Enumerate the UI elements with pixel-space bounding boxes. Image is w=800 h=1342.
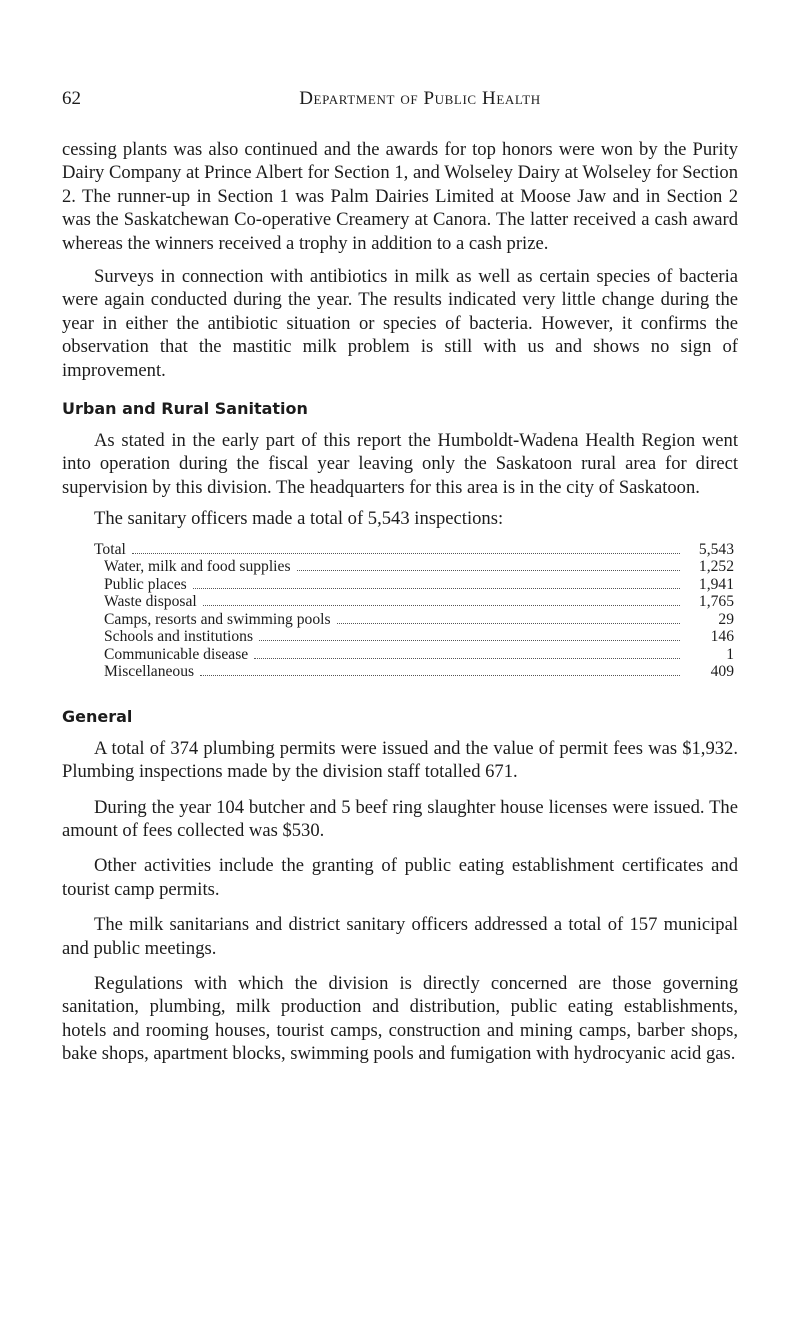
urban-rural-paragraph-2: The sanitary officers made a total of 5,543 inspections: <box>94 508 504 530</box>
row-value-camps-resorts: 29 <box>718 610 734 628</box>
row-label-total: Total <box>94 540 126 558</box>
general-paragraph-activities: Other activities include the granting of public eating establishment certificates and tourist camp permits. <box>62 855 738 900</box>
document-body <box>62 138 738 1066</box>
running-head-title: Department of Public Health <box>299 88 541 109</box>
row-label-schools: Schools and institutions <box>104 628 254 646</box>
row-value-miscellaneous: 409 <box>710 663 734 681</box>
table-row <box>62 541 738 559</box>
row-value-communicable-disease: 1 <box>726 645 734 663</box>
table-row <box>62 611 738 629</box>
table-row <box>62 576 738 594</box>
section-heading-urban-rural: Urban and Rural Sanitation <box>62 399 308 419</box>
row-label-public-places: Public places <box>104 575 187 593</box>
table-row <box>62 558 738 576</box>
section-heading-general: General <box>62 706 133 726</box>
row-value-public-places: 1,941 <box>698 575 734 593</box>
table-row <box>62 663 738 681</box>
general-paragraph-plumbing: A total of 374 plumbing permits were issued and the value of permit fees was $1,932. Plumbing inspections made by the division staff totalled 671. <box>62 737 738 783</box>
general-paragraph-regulations: Regulations with which the division is directly concerned are those governing sanitation, plumbing, milk production and distribution, public eating establishments, hotels and rooming houses, tourist camps, construction and mining camps, barber shops, bake shops, apartment blocks, swimming pools and fumigation with hydrocyanic acid gas. <box>62 972 738 1065</box>
page-number: 62 <box>62 88 81 109</box>
intro-paragraph-continued: cessing plants was also continued and the awards for top honors were won by the Purity Dairy Company at Prince Albert for Section 1, and Wolseley Dairy at Wolseley for Section 2. The runner-up in Section 1 was Palm Dairies Limited at Moose Jaw and in Section 2 was the Saskatchewan Co-operative Creamery at Canora. The latter received a cash award whereas the winners received a trophy in addition to a cash prize. <box>62 139 738 254</box>
row-value-waste-disposal: 1,765 <box>698 593 734 611</box>
inspections-table <box>62 541 738 681</box>
general-paragraph-meetings: The milk sanitarians and district sanitary officers addressed a total of 157 municipal and public meetings. <box>62 914 738 959</box>
urban-rural-paragraph-1: As stated in the early part of this report the Humboldt-Wadena Health Region went into operation during the fiscal year leaving only the Saskatoon rural area for direct supervision by this division. The headquarters for this area is in the city of Saskatoon. <box>62 430 738 498</box>
row-value-total: 5,543 <box>698 540 734 558</box>
row-value-water-milk-food: 1,252 <box>698 558 734 576</box>
running-head <box>62 88 738 112</box>
intro-paragraph-surveys: Surveys in connection with antibiotics in milk as well as certain species of bacteria were again conducted during the year. The results indicated very little change during the year in either the antibiotic situation or species of bacteria. However, it confirms the observation that the mastitic milk problem is still with us and shows no sign of improvement. <box>62 266 738 381</box>
table-row <box>62 593 738 611</box>
row-label-communicable-disease: Communicable disease <box>104 645 249 663</box>
row-value-schools: 146 <box>710 628 734 646</box>
row-label-camps-resorts: Camps, resorts and swimming pools <box>104 610 331 628</box>
table-row <box>62 628 738 646</box>
row-label-waste-disposal: Waste disposal <box>104 593 197 611</box>
row-label-miscellaneous: Miscellaneous <box>104 663 195 681</box>
table-row <box>62 646 738 664</box>
row-label-water-milk-food: Water, milk and food supplies <box>104 558 291 576</box>
general-paragraph-licenses: During the year 104 butcher and 5 beef ring slaughter house licenses were issued. The amount of fees collected was $530. <box>62 796 738 841</box>
